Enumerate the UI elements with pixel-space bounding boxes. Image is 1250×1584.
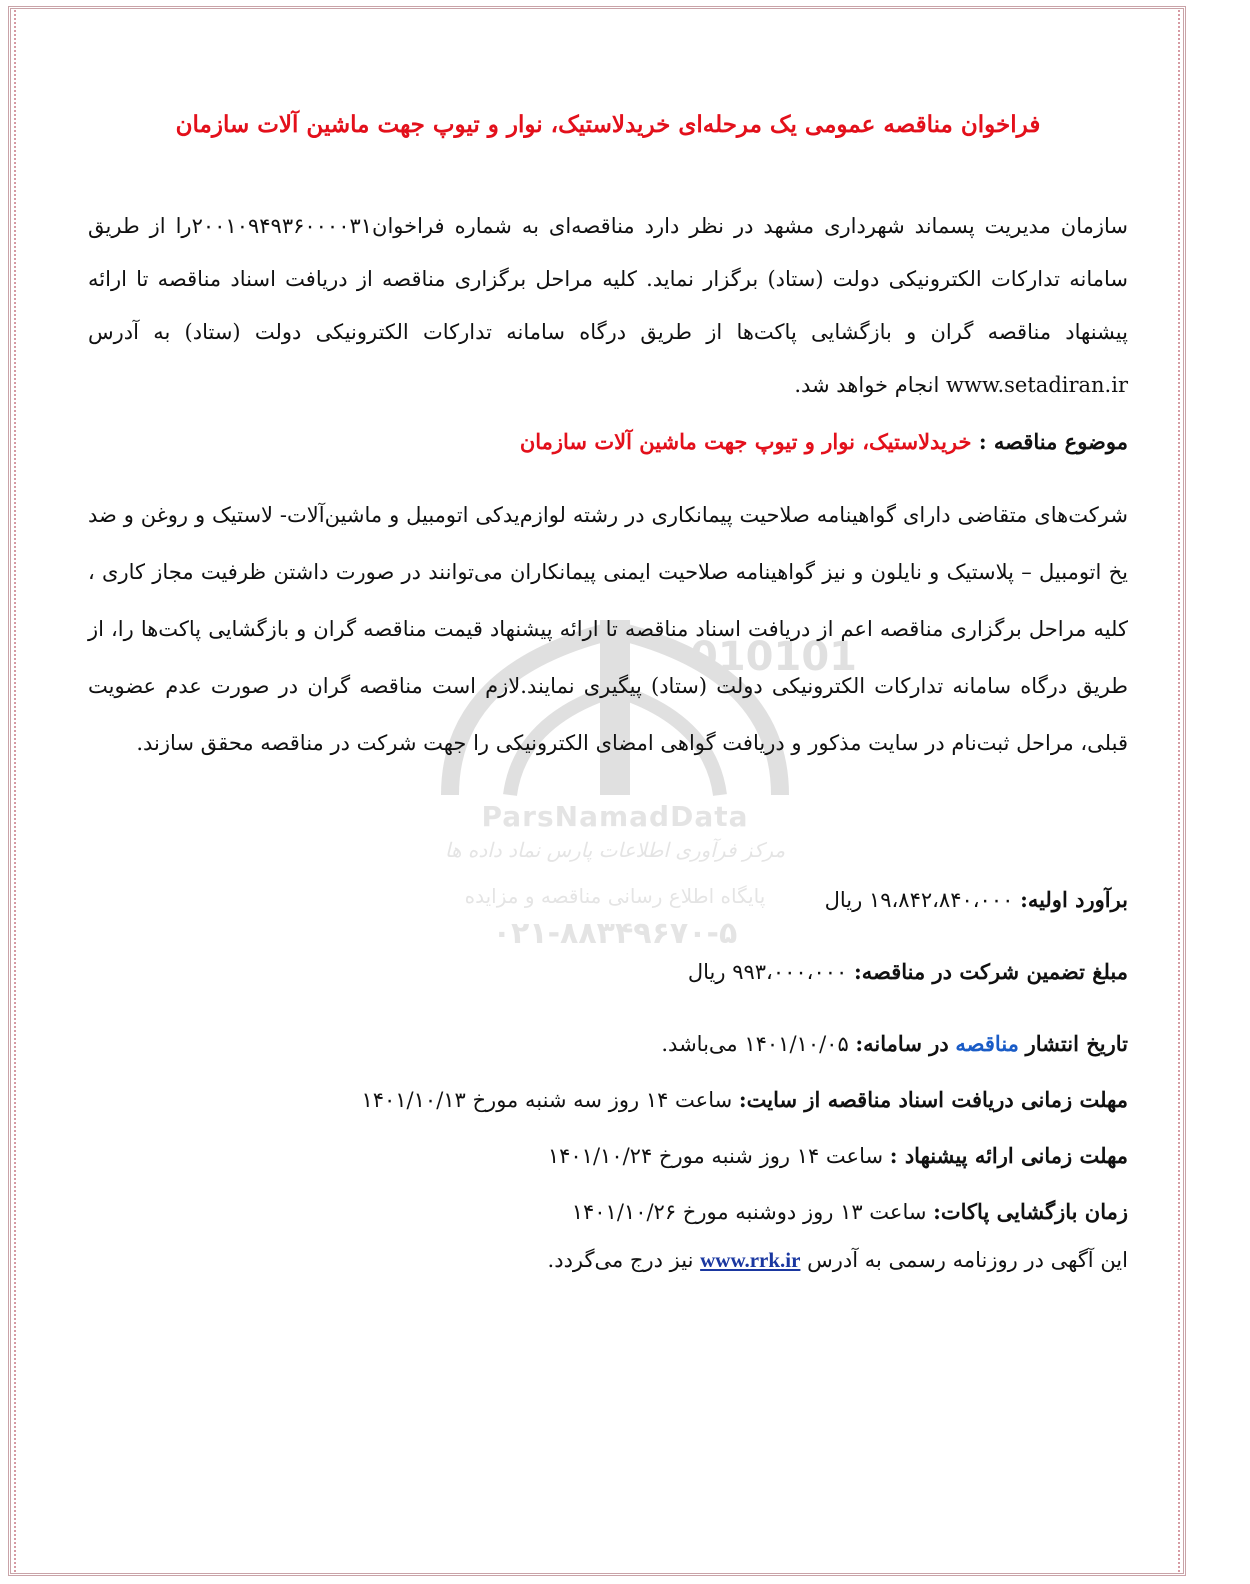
publish-row <box>88 1024 1128 1064</box>
watermark-brand: ParsNamadData <box>481 800 749 833</box>
eligibility-paragraph: شرکت‌های متقاضی دارای گواهینامه صلاحیت پیمانکاری در رشته لوازم‌یدکی اتومبیل و ماشین‌آلات- لاستیک و روغن و ضد یخ اتومبیل – پلاستیک و نایلون و نیز گواهینامه صلاحیت ایمنی پیمانکاران می‌توانند در صورت داشتن ظرفیت مجاز کاری ، کلیه مراحل برگزاری مناقصه اعم از دریافت اسناد مناقصه تا ارائه پیشنهاد قیمت مناقصه گران و بازگشایی پاکت‌ها را، از طریق درگاه سامانه تدارکات الکترونیکی دولت (ستاد) پیگیری نمایند.لازم است مناقصه گران در صورت عدم عضویت قبلی، مراحل ثبت‌نام در سایت مذکور و دریافت گواهی امضای الکترونیکی را جهت شرکت در مناقصه محقق سازند. <box>88 503 1128 755</box>
estimate-row <box>88 880 1128 920</box>
newspaper-row <box>88 1240 1128 1280</box>
deadline-docs-label: مهلت زمانی دریافت اسناد مناقصه از سایت: <box>738 1087 1128 1112</box>
intro-text: سازمان مدیریت پسماند شهرداری مشهد در نظر دارد مناقصه‌ای به شماره فراخوان۲۰۰۱۰۹۴۹۳۶۰۰۰۰۳۱را از طریق سامانه تدارکات الکترونیکی دولت (ستاد) برگزار نماید. کلیه مراحل برگزاری مناقصه از دریافت اسناد مناقصه تا ارائه پیشنهاد مناقصه گران و بازگشایی پاکت‌ها از طریق درگاه سامانه تدارکات الکترونیکی دولت (ستاد) به آدرس <box>88 214 1128 344</box>
deadline-docs-row <box>88 1080 1128 1120</box>
svg-text:010101: 010101 <box>690 634 857 680</box>
watermark-phone: ۰۲۱-۸۸۳۴۹۶۷۰-۵ <box>492 916 738 951</box>
newspaper-text: این آگهی در روزنامه رسمی به آدرس <box>807 1248 1128 1272</box>
newspaper-text-end: نیز درج می‌گردد. <box>547 1248 694 1272</box>
opening-row <box>88 1192 1128 1232</box>
publish-label-2: در سامانه: <box>855 1031 949 1056</box>
deadline-offer-label: مهلت زمانی ارائه پیشنهاد : <box>889 1143 1128 1168</box>
opening-label: زمان بازگشایی پاکات: <box>933 1199 1128 1224</box>
deadline-offer-value: ساعت ۱۴ روز شنبه مورخ ۱۴۰۱/۱۰/۲۴ <box>547 1144 884 1168</box>
subject-label: موضوع مناقصه : <box>978 429 1128 454</box>
subject-line <box>88 418 1128 466</box>
guarantee-row <box>88 952 1128 992</box>
estimate-value: ۱۹،۸۴۲،۸۴۰،۰۰۰ ریال <box>824 888 1014 912</box>
guarantee-value: ۹۹۳،۰۰۰،۰۰۰ ریال <box>687 960 848 984</box>
watermark-line-1: مرکز فرآوری اطلاعات پارس نماد داده ها <box>444 838 786 862</box>
publish-value: ۱۴۰۱/۱۰/۰۵ می‌باشد. <box>661 1032 849 1056</box>
intro-text-end: انجام خواهد شد. <box>794 373 940 397</box>
deadline-docs-value: ساعت ۱۴ روز سه شنبه مورخ ۱۴۰۱/۱۰/۱۳ <box>361 1088 733 1112</box>
page-title: فراخوان مناقصه عمومی یک مرحله‌ای خریدلاستیک، نوار و تیوپ جهت ماشین آلات سازمان <box>175 111 1041 138</box>
subject-value: خریدلاستیک، نوار و تیوپ جهت ماشین آلات سازمان <box>519 429 972 454</box>
publish-tender-link[interactable]: مناقصه <box>955 1031 1019 1056</box>
setad-url-link[interactable]: www.setadiran.ir <box>946 373 1128 397</box>
deadline-offer-row <box>88 1136 1128 1176</box>
watermark-line-2: پایگاه اطلاع رسانی مناقصه و مزایده <box>464 884 766 908</box>
rrk-url-link[interactable]: www.rrk.ir <box>700 1248 801 1272</box>
guarantee-label: مبلغ تضمین شرکت در مناقصه: <box>853 959 1128 984</box>
intro-paragraph <box>88 200 1128 412</box>
opening-value: ساعت ۱۳ روز دوشنبه مورخ ۱۴۰۱/۱۰/۲۶ <box>571 1200 927 1224</box>
tender-notice <box>88 100 1128 1280</box>
estimate-label: برآورد اولیه: <box>1020 887 1128 912</box>
publish-label: تاریخ انتشار <box>1025 1031 1128 1056</box>
